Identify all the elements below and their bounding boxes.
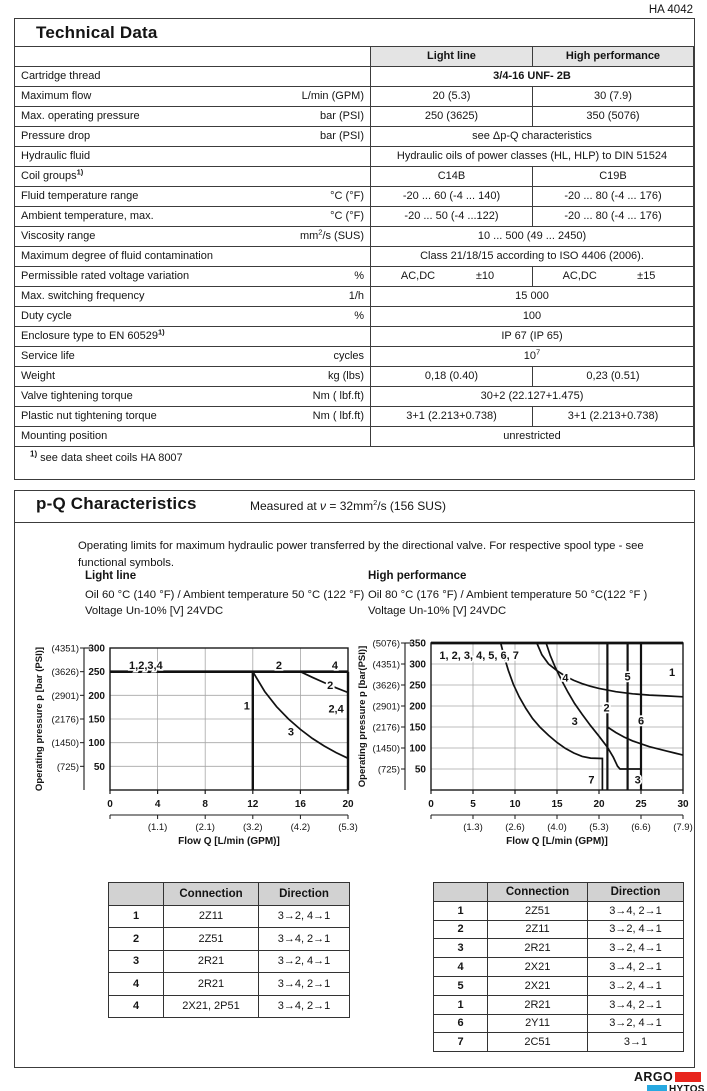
tech-value-light: 250 (3625) bbox=[371, 107, 533, 127]
tech-row-unit: kg (lbs) bbox=[327, 369, 364, 382]
tech-value-high: 0,23 (0.51) bbox=[533, 367, 694, 387]
argo-hytos-logo bbox=[634, 1070, 705, 1091]
x-gpm-label: (5.3) bbox=[338, 822, 358, 833]
curve-label: 2,4 bbox=[328, 703, 344, 716]
y-tick-label: 200 bbox=[409, 701, 426, 713]
y-psi-label: (4351) bbox=[372, 659, 400, 671]
table-row bbox=[434, 1033, 684, 1052]
tech-row-label: Service life cycles bbox=[15, 347, 371, 367]
curve-label: 3 bbox=[287, 726, 294, 739]
connection-cell: 2R21 bbox=[488, 995, 588, 1014]
row-number: 4 bbox=[109, 995, 164, 1018]
row-number: 1 bbox=[434, 901, 488, 920]
curve-label: 6 bbox=[637, 715, 645, 728]
y-tick-label: 50 bbox=[414, 764, 426, 776]
curve-label: 1 bbox=[669, 666, 676, 679]
tech-row-label: Permissible rated voltage variation % bbox=[15, 267, 371, 287]
tech-row bbox=[15, 227, 694, 247]
tech-row bbox=[15, 187, 694, 207]
tech-row-unit: % bbox=[354, 269, 364, 282]
table-row bbox=[109, 950, 350, 973]
x-gpm-label: (4.2) bbox=[290, 822, 311, 833]
y-tick-label: 200 bbox=[88, 690, 105, 702]
tech-row-unit: Nm ( lbf.ft) bbox=[312, 389, 364, 402]
tech-row bbox=[15, 67, 694, 87]
tech-row-label: Fluid temperature range °C (°F) bbox=[15, 187, 371, 207]
logo-argo-text: ARGO bbox=[634, 1070, 674, 1084]
tech-row-label: Pressure drop bar (PSI) bbox=[15, 127, 371, 147]
tech-row bbox=[15, 407, 694, 427]
y-tick-label: 150 bbox=[88, 714, 105, 726]
pq-title: p-Q Characteristics bbox=[36, 494, 197, 513]
tech-value-span: 15 000 bbox=[371, 287, 694, 307]
tech-value-span: 10 ... 500 (49 ... 2450) bbox=[371, 227, 694, 247]
header-blank bbox=[434, 883, 488, 902]
table-row bbox=[109, 973, 350, 996]
high-performance-connection-table-wrap bbox=[433, 882, 684, 1052]
tech-value-light: -20 ... 50 (-4 ...122) bbox=[371, 207, 533, 227]
x-tick-label: 16 bbox=[294, 799, 306, 810]
y-psi-label: (1450) bbox=[51, 738, 79, 750]
tech-value-high: 30 (7.9) bbox=[533, 87, 694, 107]
technical-table-body bbox=[15, 47, 694, 447]
x-gpm-label: (6.6) bbox=[631, 822, 651, 833]
connection-cell: 2X21 bbox=[488, 976, 588, 995]
x-tick-label: 20 bbox=[593, 799, 605, 810]
tech-value-light: -20 ... 60 (-4 ... 140) bbox=[371, 187, 533, 207]
tech-row-label: Enclosure type to EN 60529$^{1)}$ bbox=[15, 327, 371, 347]
light-line-conditions bbox=[85, 568, 364, 619]
tech-row bbox=[15, 247, 694, 267]
tech-row-unit: °C (°F) bbox=[330, 189, 364, 202]
y-tick-label: 300 bbox=[88, 643, 105, 655]
tech-value-span: unrestricted bbox=[371, 427, 694, 447]
direction-cell: 3→2, 4→1 bbox=[588, 1014, 684, 1033]
table-row bbox=[434, 939, 684, 958]
x-tick-label: 0 bbox=[107, 799, 113, 810]
connection-cell: 2R21 bbox=[488, 939, 588, 958]
direction-cell: 3→2, 4→1 bbox=[259, 905, 350, 928]
connection-cell: 2Y11 bbox=[488, 1014, 588, 1033]
table-row bbox=[109, 905, 350, 928]
row-number: 7 bbox=[434, 1033, 488, 1052]
tech-row bbox=[15, 387, 694, 407]
x-gpm-label: (2.1) bbox=[195, 822, 215, 833]
high-performance-voltage-condition: Voltage Un-10% [V] 24VDC bbox=[368, 605, 507, 618]
direction-cell: 3→4, 2→1 bbox=[588, 995, 684, 1014]
tech-value-high: -20 ... 80 (-4 ... 176) bbox=[533, 207, 694, 227]
row-number: 1 bbox=[434, 995, 488, 1014]
curve-label: 1 bbox=[243, 700, 250, 713]
y-psi-label: (4351) bbox=[51, 643, 79, 655]
tech-value-light: 3+1 (2.213+0.738) bbox=[371, 407, 533, 427]
tech-value-high: C19B bbox=[533, 167, 694, 187]
tech-value-span: IP 67 (IP 65) bbox=[371, 327, 694, 347]
tech-row-label: Weight kg (lbs) bbox=[15, 367, 371, 387]
row-number: 1 bbox=[109, 905, 164, 928]
tech-row bbox=[15, 207, 694, 227]
connection-cell: 2Z51 bbox=[488, 901, 588, 920]
tech-value-light: C14B bbox=[371, 167, 533, 187]
technical-header-blank bbox=[15, 47, 371, 67]
x-tick-label: 12 bbox=[247, 799, 259, 810]
y-psi-label: (2176) bbox=[372, 722, 400, 734]
technical-footnote bbox=[30, 449, 183, 464]
tech-row bbox=[15, 307, 694, 327]
tech-row bbox=[15, 427, 694, 447]
tech-value-pair: AC,DC ±15 bbox=[533, 267, 694, 287]
tech-value-span: 30+2 (22.127+1.475) bbox=[371, 387, 694, 407]
tech-row bbox=[15, 327, 694, 347]
direction-cell: 3→4, 2→1 bbox=[259, 995, 350, 1018]
pq-measured-note: Measured at $\nu = 32mm^2/s$ (156 SUS) bbox=[250, 498, 446, 513]
connection-table-header-row bbox=[109, 883, 350, 906]
logo-row-top bbox=[634, 1070, 705, 1084]
tech-row-label: Plastic nut tightening torque Nm ( lbf.ft) bbox=[15, 407, 371, 427]
tech-value-span: see Δp-Q characteristics bbox=[371, 127, 694, 147]
header-direction: Direction bbox=[588, 883, 684, 902]
high-performance-pq-chart bbox=[358, 638, 707, 880]
direction-cell: 3→2, 4→1 bbox=[259, 950, 350, 973]
series-curve-1-4 bbox=[537, 643, 683, 697]
row-number: 6 bbox=[434, 1014, 488, 1033]
pq-description: Operating limits for maximum hydraulic power transferred by the directional valve. For respective spool type - see functional symbols. bbox=[78, 540, 644, 569]
row-number: 4 bbox=[434, 958, 488, 977]
curve-label: 3 bbox=[634, 774, 641, 787]
tech-row-unit: 1/h bbox=[348, 289, 364, 302]
connection-table-header-row bbox=[434, 883, 684, 902]
high-performance-conditions bbox=[368, 568, 647, 619]
table-row bbox=[434, 920, 684, 939]
tech-row-unit: °C (°F) bbox=[330, 209, 364, 222]
y-psi-label: (3626) bbox=[51, 667, 79, 679]
connection-cell: 2Z11 bbox=[488, 920, 588, 939]
direction-cell: 3→4, 2→1 bbox=[259, 928, 350, 951]
tech-row-unit: % bbox=[354, 309, 364, 322]
curve-label: 4 bbox=[331, 660, 338, 673]
tech-row-unit: cycles bbox=[333, 349, 364, 362]
y-tick-label: 100 bbox=[88, 738, 105, 750]
y-psi-label: (2901) bbox=[372, 701, 400, 713]
curve-label: 5 bbox=[624, 671, 631, 684]
technical-header-row bbox=[15, 47, 694, 67]
row-number: 5 bbox=[434, 976, 488, 995]
tech-row bbox=[15, 367, 694, 387]
light-line-voltage-condition: Voltage Un-10% [V] 24VDC bbox=[85, 605, 224, 618]
tech-row-label: Maximum flow L/min (GPM) bbox=[15, 87, 371, 107]
row-number: 2 bbox=[109, 928, 164, 951]
x-gpm-label: (2.6) bbox=[505, 822, 525, 833]
tech-value-span: 3/4-16 UNF- 2B bbox=[371, 67, 694, 87]
tech-row-label: Max. operating pressure bar (PSI) bbox=[15, 107, 371, 127]
row-number: 4 bbox=[109, 973, 164, 996]
connection-cell: 2X21 bbox=[488, 958, 588, 977]
tech-row-label: Mounting position bbox=[15, 427, 371, 447]
table-row bbox=[434, 995, 684, 1014]
row-number: 3 bbox=[434, 939, 488, 958]
curve-label: 2 bbox=[327, 679, 334, 692]
curve-label: 1,2,3,4 bbox=[129, 660, 163, 673]
light-line-heading: Light line bbox=[85, 570, 137, 582]
tech-row-unit: $mm^2/s$ (SUS) bbox=[299, 227, 364, 242]
direction-cell: 3→2, 4→1 bbox=[588, 939, 684, 958]
tech-row-unit: bar (PSI) bbox=[319, 129, 364, 142]
technical-header-light-line: Light line bbox=[371, 47, 533, 67]
x-tick-label: 4 bbox=[154, 799, 161, 810]
x-gpm-label: (3.2) bbox=[243, 822, 263, 833]
series-curve-7 bbox=[501, 643, 603, 790]
tech-value-span: Class 21/18/15 according to ISO 4406 (2006). bbox=[371, 247, 694, 267]
footnote-text: see data sheet coils HA 8007 bbox=[37, 452, 183, 464]
y-tick-label: 250 bbox=[409, 680, 426, 692]
curve-label: 4 bbox=[562, 672, 569, 685]
direction-cell: 3→4, 2→1 bbox=[588, 901, 684, 920]
table-row bbox=[109, 928, 350, 951]
tech-row bbox=[15, 267, 694, 287]
x-gpm-label: (5.3) bbox=[589, 822, 609, 833]
x-tick-label: 30 bbox=[677, 799, 689, 810]
header-connection: Connection bbox=[488, 883, 588, 902]
connection-cell: 2R21 bbox=[164, 950, 259, 973]
x-tick-label: 5 bbox=[470, 799, 476, 810]
y-tick-label: 50 bbox=[93, 761, 105, 773]
connection-cell: 2R21 bbox=[164, 973, 259, 996]
x-gpm-label: (1.3) bbox=[463, 822, 483, 833]
y-psi-label: (5076) bbox=[372, 638, 400, 650]
x-gpm-label: (4.0) bbox=[547, 822, 567, 833]
tech-row bbox=[15, 147, 694, 167]
light-line-oil-condition: Oil 60 °C (140 °F) / Ambient temperature 50 °C (122 °F) bbox=[85, 588, 365, 601]
nu-symbol: ν bbox=[320, 499, 327, 513]
light-line-connection-table bbox=[108, 882, 350, 1018]
curve-label: 2 bbox=[603, 702, 610, 715]
table-row bbox=[434, 958, 684, 977]
x-tick-label: 25 bbox=[635, 799, 647, 810]
series-curve-2 bbox=[300, 672, 348, 693]
tech-row-unit: Nm ( lbf.ft) bbox=[312, 409, 364, 422]
x-tick-label: 15 bbox=[551, 799, 563, 810]
tech-row bbox=[15, 287, 694, 307]
tech-row-unit: bar (PSI) bbox=[319, 109, 364, 122]
document-number: HA 4042 bbox=[648, 4, 693, 16]
x-gpm-label: (7.9) bbox=[673, 822, 693, 833]
tech-row-unit: L/min (GPM) bbox=[301, 89, 364, 102]
logo-red-block bbox=[675, 1072, 701, 1082]
curve-label: 1, 2, 3, 4, 5, 6, 7 bbox=[439, 649, 519, 662]
curve-label: 7 bbox=[588, 774, 595, 787]
tech-row-label: Cartridge thread bbox=[15, 67, 371, 87]
tech-row-label: Viscosity range $mm^2/s$ (SUS) bbox=[15, 227, 371, 247]
row-number: 3 bbox=[109, 950, 164, 973]
tech-value-high: 3+1 (2.213+0.738) bbox=[533, 407, 694, 427]
y-axis-title: Operating pressure p [bar(PSI)] bbox=[357, 645, 368, 788]
tech-row bbox=[15, 87, 694, 107]
table-row bbox=[434, 1014, 684, 1033]
logo-blue-block bbox=[647, 1085, 667, 1091]
y-tick-label: 300 bbox=[409, 659, 426, 671]
header-connection: Connection bbox=[164, 883, 259, 906]
tech-value-light: 20 (5.3) bbox=[371, 87, 533, 107]
direction-cell: 3→1 bbox=[588, 1033, 684, 1052]
direction-cell: 3→4, 2→1 bbox=[259, 973, 350, 996]
y-psi-label: (725) bbox=[56, 761, 79, 773]
technical-data-title: Technical Data bbox=[36, 23, 158, 42]
tech-row bbox=[15, 127, 694, 147]
tech-row-label: Coil groups$^{1)}$ bbox=[15, 167, 371, 187]
y-psi-label: (1450) bbox=[372, 743, 400, 755]
high-performance-connection-table bbox=[433, 882, 684, 1052]
logo-row-bottom bbox=[647, 1084, 705, 1091]
x-gpm-label: (1.1) bbox=[147, 822, 168, 833]
tech-value-high: 350 (5076) bbox=[533, 107, 694, 127]
table-row bbox=[434, 901, 684, 920]
y-tick-label: 100 bbox=[409, 743, 426, 755]
y-psi-label: (2901) bbox=[51, 690, 79, 702]
x-axis-title: Flow Q [L/min (GPM)] bbox=[506, 836, 608, 847]
y-tick-label: 350 bbox=[409, 638, 426, 650]
connection-cell: 2Z11 bbox=[164, 905, 259, 928]
high-performance-heading: High performance bbox=[368, 570, 467, 582]
tech-row bbox=[15, 167, 694, 187]
x-tick-label: 0 bbox=[428, 799, 434, 810]
series-curve-6 bbox=[607, 727, 683, 755]
y-axis-title: Operating pressure p [bar (PSI)] bbox=[34, 646, 45, 792]
logo-hytos-text: HYTOS bbox=[669, 1084, 705, 1091]
connection-cell: 2C51 bbox=[488, 1033, 588, 1052]
connection-cell: 2X21, 2P51 bbox=[164, 995, 259, 1018]
y-psi-label: (725) bbox=[377, 764, 400, 776]
y-tick-label: 150 bbox=[409, 722, 426, 734]
y-tick-label: 250 bbox=[88, 667, 105, 679]
tech-value-span: Hydraulic oils of power classes (HL, HLP) to DIN 51524 bbox=[371, 147, 694, 167]
tech-row bbox=[15, 107, 694, 127]
x-axis-title: Flow Q [L/min (GPM)] bbox=[178, 836, 280, 847]
tech-value-pair: AC,DC ±10 bbox=[371, 267, 533, 287]
tech-value-span: 100 bbox=[371, 307, 694, 327]
y-psi-label: (3626) bbox=[372, 680, 400, 692]
technical-table bbox=[14, 46, 694, 447]
pq-title-divider bbox=[14, 522, 694, 523]
curve-label: 3 bbox=[571, 716, 578, 729]
header-blank bbox=[109, 883, 164, 906]
row-number: 2 bbox=[434, 920, 488, 939]
tech-row-label: Max. switching frequency 1/h bbox=[15, 287, 371, 307]
tech-value-span: $10^7$ bbox=[371, 347, 694, 367]
direction-cell: 3→4, 2→1 bbox=[588, 958, 684, 977]
tech-row-label: Valve tightening torque Nm ( lbf.ft) bbox=[15, 387, 371, 407]
header-direction: Direction bbox=[259, 883, 350, 906]
technical-header-high-performance: High performance bbox=[533, 47, 694, 67]
table-row bbox=[109, 995, 350, 1018]
tech-value-high: -20 ... 80 (-4 ... 176) bbox=[533, 187, 694, 207]
footnote-marker: 1) bbox=[30, 449, 38, 459]
high-performance-oil-condition: Oil 80 °C (176 °F) / Ambient temperature 50 °C(122 °F ) bbox=[368, 588, 648, 601]
tech-row bbox=[15, 347, 694, 367]
x-tick-label: 20 bbox=[342, 799, 354, 810]
x-tick-label: 8 bbox=[202, 799, 208, 810]
x-tick-label: 10 bbox=[509, 799, 521, 810]
light-line-connection-table-wrap bbox=[108, 882, 350, 1018]
technical-table-wrap bbox=[14, 46, 694, 447]
direction-cell: 3→2, 4→1 bbox=[588, 976, 684, 995]
table-row bbox=[434, 976, 684, 995]
tech-row-label: Hydraulic fluid bbox=[15, 147, 371, 167]
connection-cell: 2Z51 bbox=[164, 928, 259, 951]
tech-row-label: Duty cycle % bbox=[15, 307, 371, 327]
tech-row-label: Ambient temperature, max. °C (°F) bbox=[15, 207, 371, 227]
tech-row-label: Maximum degree of fluid contamination bbox=[15, 247, 371, 267]
light-line-pq-chart bbox=[30, 638, 360, 880]
tech-value-light: 0,18 (0.40) bbox=[371, 367, 533, 387]
curve-label: 2 bbox=[275, 660, 283, 673]
y-psi-label: (2176) bbox=[51, 714, 79, 726]
direction-cell: 3→2, 4→1 bbox=[588, 920, 684, 939]
